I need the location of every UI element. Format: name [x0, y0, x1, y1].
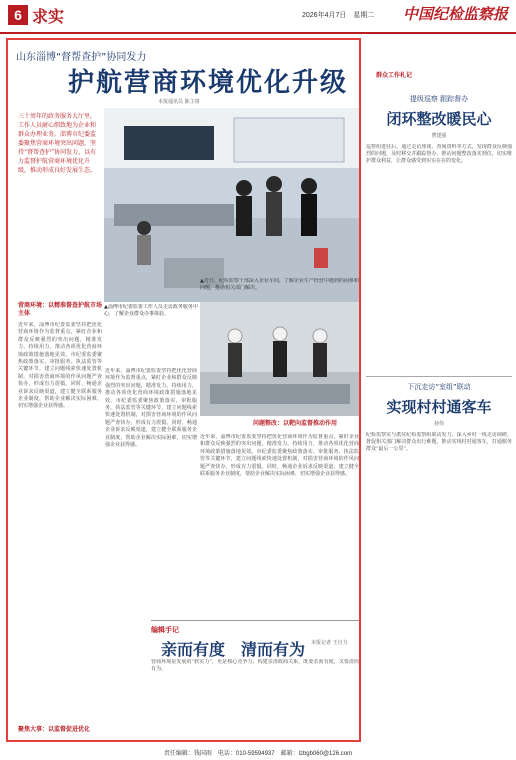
column-label: 群众工作札记: [376, 72, 413, 79]
editor-note-body: 营商环境是发展的“软实力”，更是核心竞争力。构建亲清政商关系，既要亲而有度，又要清而有为。: [151, 659, 359, 673]
page-number: 6: [8, 5, 28, 25]
photo1-caption: ▲淄博市纪委监委工作人员走访政务服务中心，了解企业群众办事体验。: [104, 304, 198, 317]
editor-note: [151, 620, 359, 739]
column-divider: [366, 376, 512, 377]
top-story-kicker: 提级巡察 跟踪督办: [409, 95, 469, 103]
subhead-1: 营商环境：以精准督查护航市场主体: [18, 302, 103, 317]
factory-visit-photo: [200, 302, 359, 416]
masthead: [0, 0, 516, 34]
story-lead: 三十周年的政务服务大厅里，工作人员耐心细致地为企业和群众办理业务。淄博市纪委监委聚焦营商环境突出问题，坚持“督帮查护”协同发力，以有力监督护航营商环境优化升级，推动形成良好发展生态。: [18, 113, 97, 174]
issue-date: 2026年4月7日 星期二: [302, 12, 375, 19]
right-column: [366, 38, 512, 742]
service-hall-photo: [104, 108, 359, 302]
subhead-2: 聚焦大事：以监督促进优化: [18, 726, 91, 733]
bottom-story-body: 纪检监察室与派驻纪检监察组联动发力，深入乡村一线走访调研，督促相关部门解决群众出行难题，推动实现村村通客车，打通服务群众“最后一公里”。: [366, 432, 512, 453]
story-body-col2: 近年来，淄博市纪委监委坚持把优化营商环境作为监督重点，紧盯企业和群众反映强烈的突出问题，精准发力、持续用力，推动各项优化营商环境政策措施落地见效。市纪委监委聚焦政策落实、审批服务、执法监管等关键环节，建立问题线索快速处置机制，对损害营商环境的作风问题严查快办，形成有力震慑。同时，畅通企业诉求反映渠道，建立健全联系服务企业制度，帮助企业解决实际困难，切实增强企业获得感。: [105, 368, 197, 449]
section-name: 求实: [32, 7, 65, 26]
newspaper-logo: 中国纪检监察报: [402, 5, 508, 23]
editor-note-label: 编辑手记: [151, 626, 179, 634]
story-byline: 本报通讯员 陈主将: [158, 99, 200, 105]
story-body-col3: 近年来，淄博市纪委监委坚持把优化营商环境作为监督重点，紧盯企业和群众反映强烈的突出问题，精准发力、持续用力，推动各项优化营商环境政策措施落地见效。市纪委监委聚焦政策落实、审批服务、执法监管等关键环节，建立问题线索快速处置机制，对损害营商环境的作风问题严查快办，形成有力震慑。同时，畅通企业诉求反映渠道，建立健全联系服务企业制度，帮助企业解决实际困难，切实增强企业获得感。: [200, 434, 359, 478]
bottom-story-author: 孙伟: [433, 421, 444, 427]
photo2-caption: ▲近日，纪检监察干部深入企业车间，了解企业生产经营中遇到的困难和问题，推动相关部门解决。: [200, 278, 359, 291]
service-hall-illustration: [104, 108, 359, 302]
factory-visit-illustration: [200, 302, 359, 416]
main-story-box: [6, 38, 361, 742]
editor-note-author: 本报记者 王自力: [311, 640, 348, 646]
subhead-3: 问题整改：以靶向监督推动作用: [253, 420, 338, 427]
bottom-story-title: 实现村村通客车: [386, 398, 492, 416]
story-body-col1: 近年来，淄博市纪委监委坚持把优化营商环境作为监督重点，紧盯企业和群众反映强烈的突出问题，精准发力、持续用力，推动各项优化营商环境政策措施落地见效。市纪委监委聚焦政策落实、审批服务、执法监管等关键环节，建立问题线索快速处置机制，对损害营商环境的作风问题严查快办，形成有力震慑。同时，畅通企业诉求反映渠道，建立健全联系服务企业制度，帮助企业解决实际困难，切实增强企业获得感。: [18, 322, 102, 410]
page-footer: 责任编辑：钱国雨 电话：010-59594937 邮箱：lzbgb060@126.com: [163, 751, 353, 757]
bottom-story-kicker: 下沉走访“室组”联动: [407, 383, 471, 391]
story-kicker: 山东淄博“督帮查护”协同发力: [16, 52, 147, 63]
top-story-title: 闭环整改暖民心: [386, 110, 492, 128]
story-headline: 护航营商环境优化升级: [68, 68, 349, 98]
top-story-author: 曹建强: [431, 133, 447, 139]
editor-note-title: 亲而有度 清而有为: [161, 640, 306, 659]
top-story-body: 巡察组进驻后，通过走访座谈、查阅资料等方式，发现群众反映强烈的问题，及时移交并跟踪督办，推动问题整改落实到位，切实维护群众利益，让群众感受到实实在在的变化。: [366, 144, 512, 165]
